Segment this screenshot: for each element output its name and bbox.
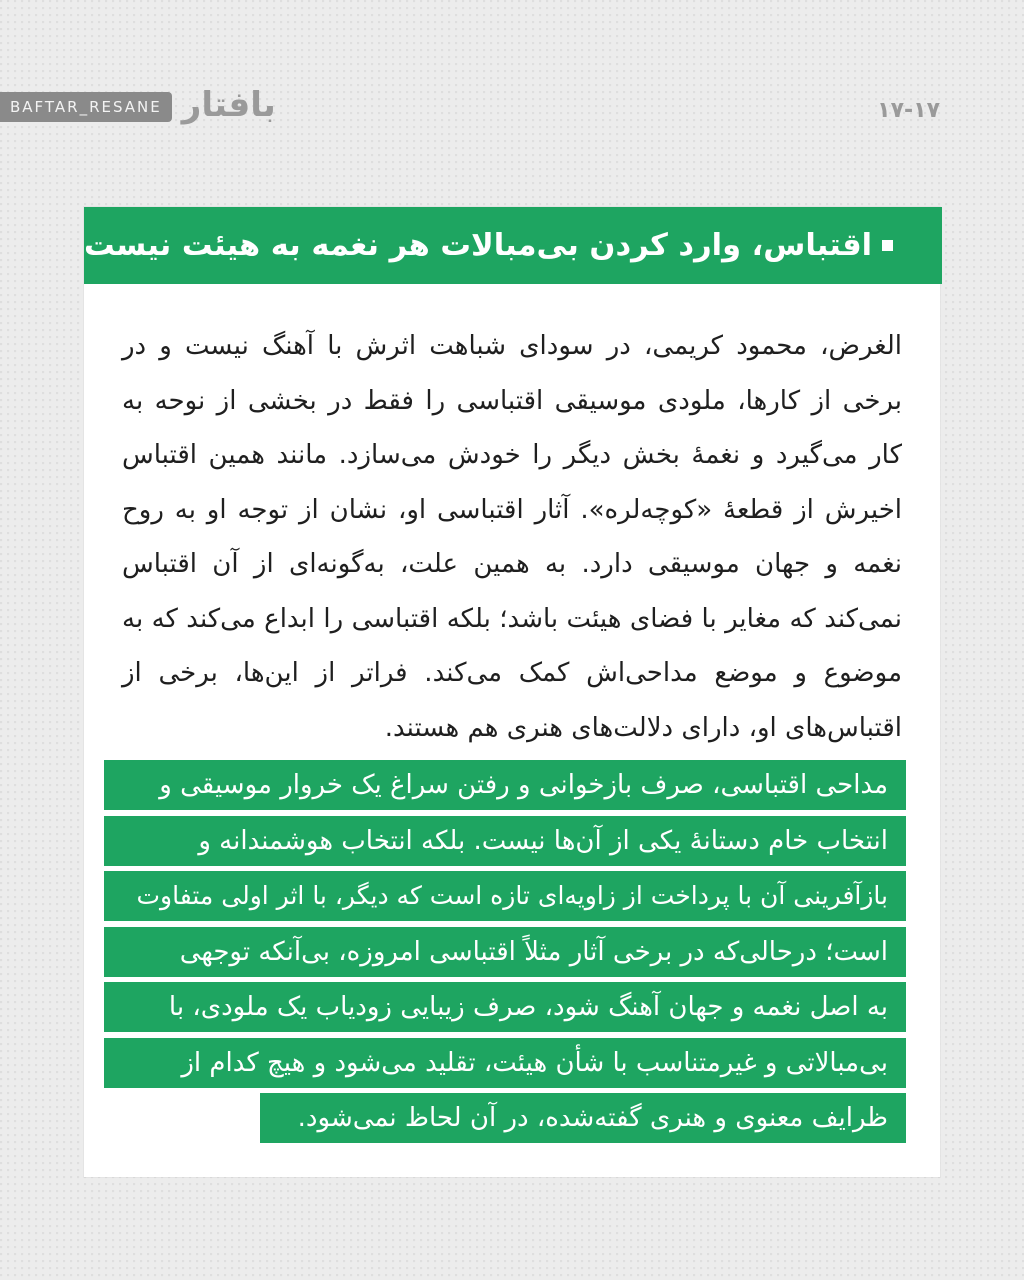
highlight-line: بازآفرینی آن با پرداخت از زاویه‌ای تازه است که دیگر، با اثر اولی متفاوت bbox=[104, 871, 906, 921]
article-card bbox=[84, 207, 940, 1177]
bullet-square-icon bbox=[882, 240, 893, 251]
social-handle: BAFTAR_RESANE bbox=[0, 92, 172, 122]
highlight-line: بی‌مبالاتی و غیرمتناسب با شأن هیئت، تقلید می‌شود و هیچ کدام از bbox=[104, 1038, 906, 1088]
highlight-line: ظرایف معنوی و هنری گفته‌شده، در آن لحاظ نمی‌شود. bbox=[260, 1093, 906, 1143]
article-paragraph: الغرض، محمود کریمی، در سودای شباهت اثرش با آهنگ نیست و در برخی از کارها، ملودی موسیقی اقتباسی را فقط در بخشی از نوحه به کار می‌گیرد و نغمهٔ بخش دیگر را خودش می‌سازد. مانند همین اقتباس اخیرش از قطعهٔ «کوچه‌لره». آثار اقتباسی او، نشان از توجه او به روح نغمه و جهان موسیقی دارد. به همین علت، به‌گونه‌ای از آن اقتباس نمی‌کند که مغایر با فضای هیئت باشد؛ بلکه اقتباسی را ابداع می‌کند که به موضوع و موضع مداحی‌اش کمک می‌کند. فراتر از این‌ها، برخی از اقتباس‌های او، دارای دلالت‌های هنری هم هستند. bbox=[122, 331, 902, 743]
highlight-line: انتخاب خام دستانهٔ یکی از آن‌ها نیست. بلکه انتخاب هوشمندانه و bbox=[104, 816, 906, 866]
issue-number: ۱۷-۱۷ bbox=[877, 98, 940, 123]
highlight-line: به اصل نغمه و جهان آهنگ شود، صرف زیبایی زودیاب یک ملودی، با bbox=[104, 982, 906, 1032]
article-title: اقتباس، وارد کردن بی‌مبالات هر نغمه به هیئت نیست bbox=[84, 228, 873, 263]
article-title-bar bbox=[84, 207, 942, 284]
brand-bar bbox=[0, 85, 276, 125]
highlight-line: است؛ درحالی‌که در برخی آثار مثلاً اقتباسی امروزه، بی‌آنکه توجهی bbox=[104, 927, 906, 977]
highlighted-quote bbox=[104, 760, 906, 1149]
brand-logo: بافتار bbox=[181, 85, 276, 125]
highlight-line: مداحی اقتباسی، صرف بازخوانی و رفتن سراغ یک خروار موسیقی و bbox=[104, 760, 906, 810]
